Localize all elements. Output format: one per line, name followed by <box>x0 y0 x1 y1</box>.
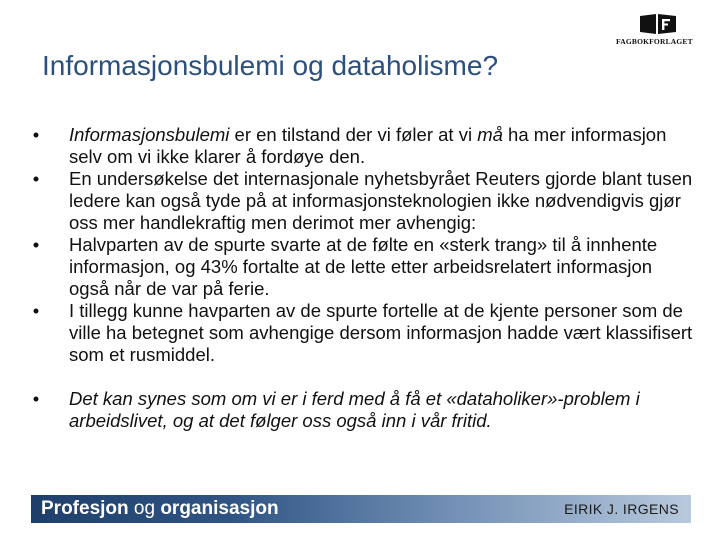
footer-title-part: Profesjon <box>41 498 134 519</box>
bullet-item <box>26 388 696 432</box>
bullet-dot-icon: • <box>32 124 40 145</box>
book-logo-icon <box>636 12 680 36</box>
footer-author: EIRIK J. IRGENS <box>564 501 679 517</box>
bullet-dot-icon: • <box>32 168 40 189</box>
footer-title-part: og <box>133 498 161 519</box>
bullet-text: I tillegg kunne havparten av de spurte fortelle at de kjente personer som de ville ha betegnet som avhengige dersom informasjon hadde vært klassifisert som et rusmiddel. <box>69 300 693 365</box>
bullet-item <box>26 234 696 300</box>
bullet-item <box>26 300 696 366</box>
bullet-text: Halvparten av de spurte svarte at de følte en «sterk trang» til å innhente informasjon, og 43% fortalte at de lette etter arbeidsrelatert informasjon også når de var på ferie. <box>69 234 658 299</box>
bullet-item <box>26 124 696 168</box>
logo-text: FAGBOKFORLAGET <box>616 37 693 46</box>
publisher-logo <box>616 12 693 48</box>
bullet-list <box>26 124 696 432</box>
bullet-item <box>26 168 696 234</box>
bullet-dot-icon: • <box>32 234 40 255</box>
bullet-text: er en tilstand der vi føler at vi <box>229 124 478 145</box>
footer-book-title <box>41 498 279 520</box>
bullet-text: Informasjonsbulemi <box>69 124 230 145</box>
bullet-dot-icon: • <box>32 388 40 409</box>
footer-banner <box>31 495 691 523</box>
bullet-text: må <box>477 124 503 145</box>
footer-title-part: organisasjon <box>160 498 279 519</box>
paragraph-spacer <box>26 366 696 388</box>
slide-title: Informasjonsbulemi og dataholisme? <box>42 50 499 81</box>
bullet-text: ha mer informasjon selv om vi ikke klarer å fordøye den. <box>69 124 667 167</box>
bullet-text: En undersøkelse det internasjonale nyhetsbyrået Reuters gjorde blant tusen ledere kan også tyde på at informasjonsteknologien ikke nødvendigvis gjør oss mer handlekraftig men derimot mer avhengig: <box>69 168 693 233</box>
bullet-dot-icon: • <box>32 300 40 321</box>
bullet-text: Det kan synes som om vi er i ferd med å få et «dataholiker»-problem i arbeidslivet, og at det følger oss også inn i vår fritid. <box>69 388 640 431</box>
